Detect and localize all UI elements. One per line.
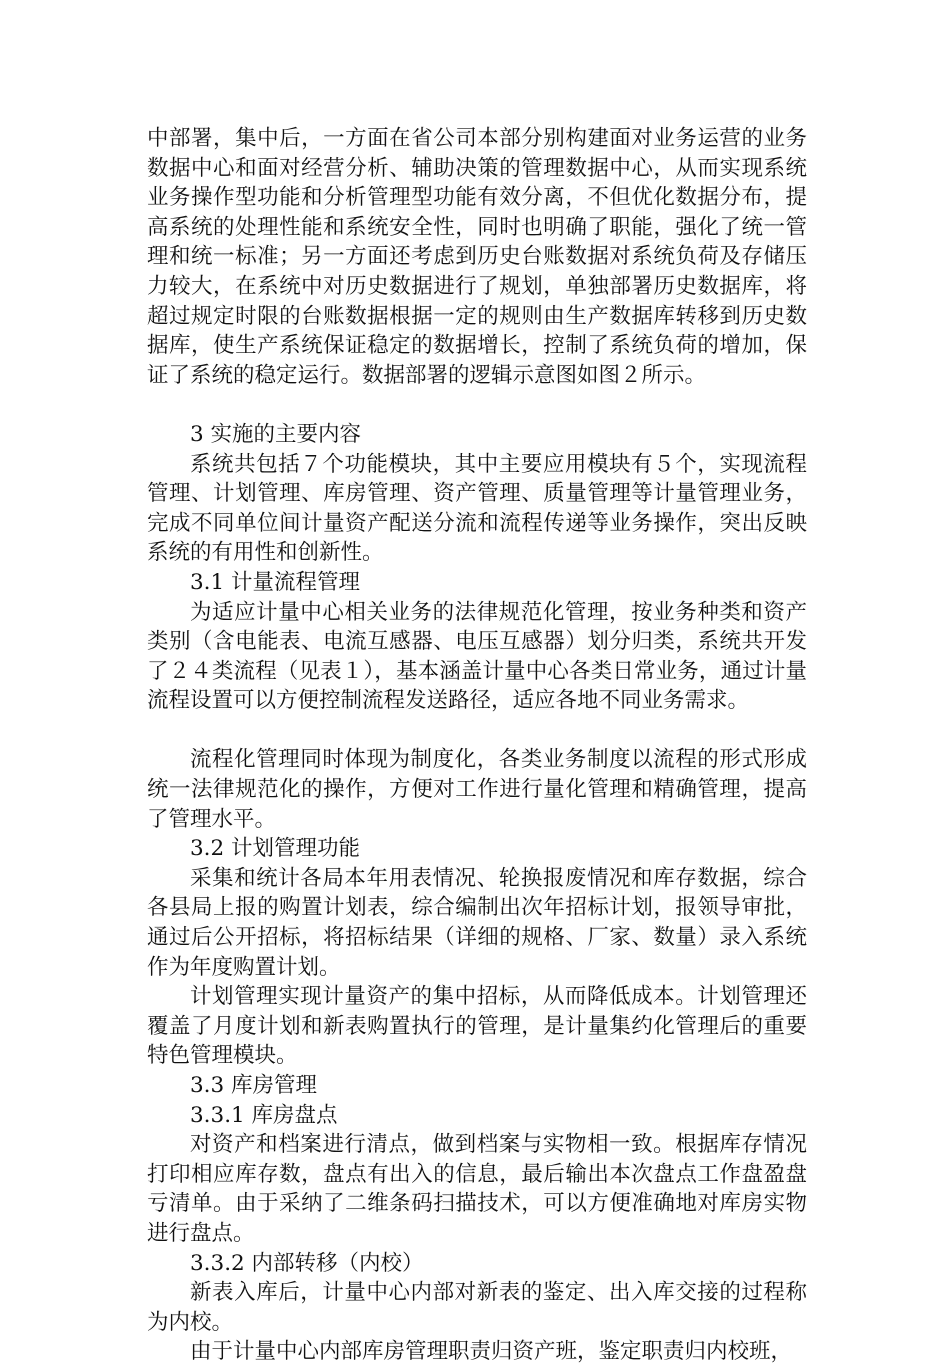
- section-heading: 3.3.2 内部转移（内校）: [190, 1250, 424, 1276]
- body-paragraph: 由于计量中心内部库房管理职责归资产班，鉴定职责归内校班，: [190, 1339, 793, 1365]
- section-heading: 3.2 计划管理功能: [190, 836, 361, 862]
- paragraph-gap: [147, 716, 807, 746]
- body-paragraph: 流程化管理同时体现为制度化，各类业务制度以流程的形式形成统一法律规范化的操作，方便对工作进行量化管理和精确管理，提高了管理水平。: [147, 747, 807, 832]
- body-paragraph: 对资产和档案进行清点，做到档案与实物相一致。根据库存情况打印相应库存数，盘点有出入的信息，最后输出本次盘点工作盘盈盘亏清单。由于采纳了二维条码扫描技术，可以方便准确地对库房实物进行盘点。: [147, 1132, 807, 1246]
- section-heading: 3.1 计量流程管理: [190, 569, 361, 595]
- body-paragraph: 为适应计量中心相关业务的法律规范化管理，按业务种类和资产类别（含电能表、电流互感器、电压互感器）划分归类，系统共开发了２４类流程（见表１），基本涵盖计量中心各类日常业务，通过计量流程设置可以方便控制流程发送路径，适应各地不同业务需求。: [147, 599, 807, 714]
- paragraph-gap: [147, 390, 807, 420]
- body-paragraph: 采集和统计各局本年用表情况、轮换报废情况和库存数据，综合各县局上报的购置计划表，综合编制出次年招标计划，报领导审批，通过后公开招标，将招标结果（详细的规格、厂家、数量）录入系统作为年度购置计划。: [147, 865, 807, 980]
- body-paragraph: 中部署，集中后，一方面在省公司本部分别构建面对业务运营的业务数据中心和面对经营分析、辅助决策的管理数据中心，从而实现系统业务操作型功能和分析管理型功能有效分离，不但优化数据分布，提高系统的处理性能和系统安全性，同时也明确了职能，强化了统一管理和统一标准；另一方面还考虑到历史台账数据对系统负荷及存储压力较大，在系统中对历史数据进行了规划，单独部署历史数据库，将超过规定时限的台账数据根据一定的规则由生产数据库转移到历史数据库，使生产系统保证稳定的数据增长，控制了系统负荷的增加，保证了系统的稳定运行。数据部署的逻辑示意图如图２所示。: [147, 126, 807, 388]
- section-heading: 3.3.1 库房盘点: [190, 1102, 338, 1128]
- document-page: [147, 124, 807, 1367]
- body-paragraph: 计划管理实现计量资产的集中招标，从而降低成本。计划管理还覆盖了月度计划和新表购置执行的管理，是计量集约化管理后的重要特色管理模块。: [147, 984, 807, 1069]
- body-paragraph: 新表入库后，计量中心内部对新表的鉴定、出入库交接的过程称为内校。: [147, 1280, 807, 1335]
- section-heading: 3 实施的主要内容: [190, 421, 362, 447]
- section-heading: 3.3 库房管理: [190, 1073, 318, 1098]
- body-paragraph: 系统共包括７个功能模块，其中主要应用模块有５个，实现流程管理、计划管理、库房管理、资产管理、质量管理等计量管理业务，完成不同单位间计量资产配送分流和流程传递等业务操作，突出反映系统的有用性和创新性。: [147, 451, 807, 566]
